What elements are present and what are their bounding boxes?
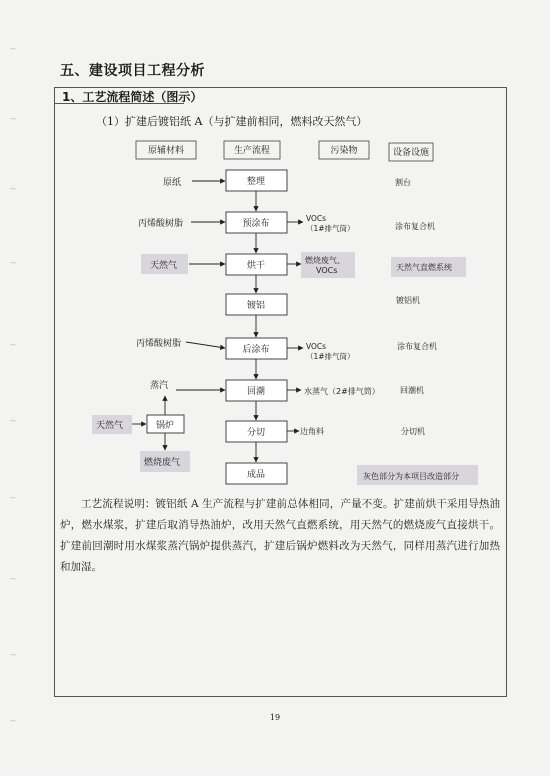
pollutant-cut: 边角料 [300, 427, 324, 436]
step-metallize: 镀铝 [246, 301, 266, 311]
pollutant-postcoat-vocs: VOCs [306, 342, 327, 351]
process-description: 工艺流程说明：镀铝纸 A 生产流程与扩建前总体相同，产量不变。扩建前烘干采用导热油炉，燃水煤浆，扩建后取消导热油炉，改用天然气直燃系统，用天然气的燃烧废气直接烘干。扩建前回潮时用水煤浆蒸汽锅炉提供蒸汽，扩建后锅炉燃料改为天然气，同样用蒸汽进行加热和加湿。 [60, 498, 500, 573]
equipment-coat-2: 涂布复合机 [397, 342, 437, 351]
header-materials: 原辅材料 [147, 146, 185, 156]
step-precoat: 预涂布 [242, 219, 270, 229]
material-paper: 原纸 [163, 178, 182, 188]
boiler-label: 锅炉 [155, 421, 175, 431]
step-moisture: 回潮 [246, 387, 266, 397]
material-gas-1: 天然气 [150, 261, 178, 271]
legend-text: 灰色部分为本项目改造部分 [363, 472, 459, 481]
pollutant-moisture: 水蒸气（2#排气筒） [304, 387, 380, 396]
step-dry: 烘干 [246, 261, 266, 271]
section-title: 五、建设项目工程分析 [60, 63, 205, 79]
material-resin-2: 丙烯酸树脂 [136, 339, 182, 349]
header-process: 生产流程 [233, 146, 271, 156]
pollutant-precoat-vocs: VOCs [306, 214, 327, 223]
step-product: 成品 [246, 470, 266, 480]
material-resin-1: 丙烯酸树脂 [138, 219, 184, 229]
equipment-coat-1: 涂布复合机 [395, 222, 435, 231]
subsection-title: 1、工艺流程简述（图示） [62, 90, 203, 104]
material-gas-2: 天然气 [96, 421, 124, 431]
pollutant-dry-vocs: VOCs [316, 266, 338, 275]
item-title: （1）扩建后镀铝纸 A（与扩建前相同，燃料改天然气） [96, 115, 368, 128]
equipment-metallize: 镀铝机 [396, 296, 420, 305]
header-pollutants: 污染物 [330, 146, 358, 156]
page-number: 19 [269, 713, 281, 722]
pollutant-postcoat-stack: （1#排气筒） [306, 352, 355, 361]
material-steam: 蒸汽 [150, 381, 169, 391]
material-boiler-exhaust: 燃烧废气 [144, 458, 181, 468]
step-postcoat: 后涂布 [242, 345, 270, 355]
header-equipment: 设备设施 [392, 148, 430, 158]
equipment-moisture: 回潮机 [400, 386, 424, 395]
pollutant-precoat-stack: （1#排气筒） [306, 224, 355, 233]
pollutant-dry-exhaust: 燃烧废气、 [305, 256, 345, 265]
equipment-sort: 割台 [395, 178, 411, 187]
equipment-cut: 分切机 [401, 427, 425, 436]
equipment-dry: 天然气直燃系统 [396, 263, 452, 272]
step-cut: 分切 [246, 428, 266, 438]
step-sort: 整理 [246, 177, 266, 187]
